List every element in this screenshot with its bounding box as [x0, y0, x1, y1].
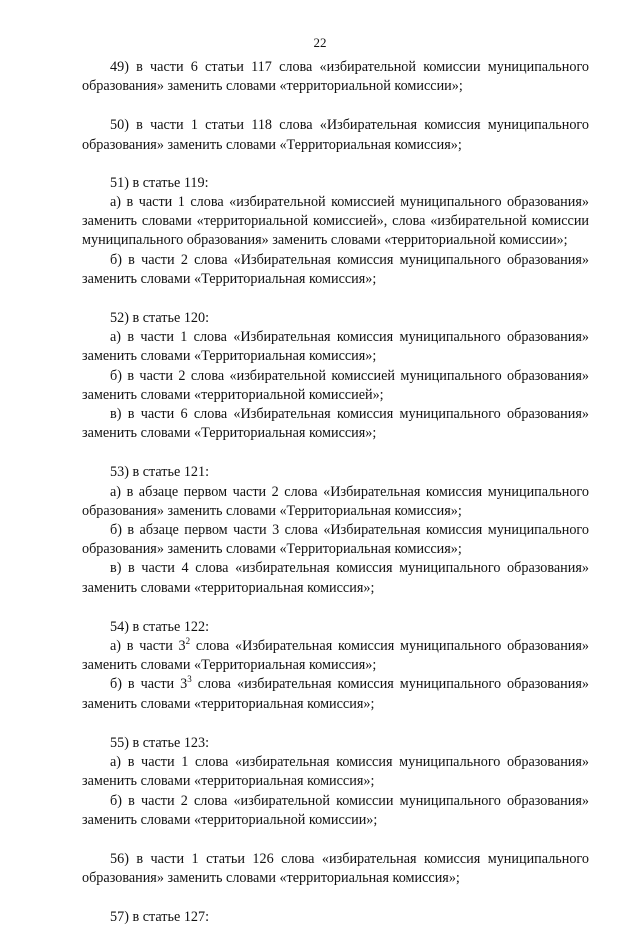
item-53-a: а) в абзаце первом части 2 слова «Избирательная комиссия муниципального образования» заменить словами «Территориальная комиссия»;: [82, 483, 589, 519]
item-55-heading: 55) в статье 123:: [110, 734, 210, 751]
item-53-v: в) в части 4 слова «избирательная комиссия муниципального образования» заменить словами «территориальная комиссия»;: [82, 560, 589, 596]
item-52-v: в) в части 6 слова «Избирательная комиссия муниципального образования» заменить словами «Территориальная комиссия»;: [82, 406, 589, 442]
item-52-a: а) в части 1 слова «Избирательная комиссия муниципального образования» заменить словами «Территориальная комиссия»;: [82, 329, 589, 365]
item-49: 49) в части 6 статьи 117 слова «избирательной комиссии муниципального образования» заменить словами «территориальной комиссии»;: [82, 59, 589, 95]
item-54-b-prefix: б) в части 3: [110, 676, 188, 693]
item-53-heading: 53) в статье 121:: [110, 464, 210, 481]
item-56: 56) в части 1 статьи 126 слова «избирательная комиссия муниципального образования» заменить словами «территориальная комиссия»;: [82, 850, 589, 887]
page-number: 22: [313, 35, 327, 50]
item-51-b: б) в части 2 слова «Избирательная комиссия муниципального образования» заменить словами «Территориальная комиссия»;: [82, 251, 589, 287]
item-53-b: б) в абзаце первом части 3 слова «Избирательная комиссия муниципального образования» заменить словами «Территориальная комиссия»;: [82, 522, 589, 558]
item-54-b-text: слова «избирательная комиссия муниципального образования» заменить словами «территориальная комиссия»;: [82, 676, 589, 712]
item-54-a-prefix: а) в части 3: [110, 638, 186, 655]
item-50: 50) в части 1 статьи 118 слова «Избирательная комиссия муниципального образования» заменить словами «Территориальная комиссия»;: [82, 117, 589, 153]
item-54-b-superscript: 3: [187, 674, 192, 685]
item-51-a: а) в части 1 слова «избирательной комиссией муниципального образования» заменить словами «территориальной комиссией», слова «избирательной комиссии муниципального образования» заменить словами «территориальной комиссии»;: [82, 194, 589, 249]
item-57-heading: 57) в статье 127:: [110, 909, 210, 926]
item-52-heading: 52) в статье 120:: [110, 310, 210, 327]
item-55-b: б) в части 2 слова «избирательной комиссии муниципального образования» заменить словами «территориальной комиссии»;: [82, 792, 589, 828]
item-54-heading: 54) в статье 122:: [110, 618, 210, 635]
item-51-heading: 51) в статье 119:: [110, 174, 209, 191]
item-54-a-superscript: 2: [185, 636, 191, 647]
document-body: [82, 58, 589, 928]
item-55-a: а) в части 1 слова «избирательная комиссия муниципального образования» заменить словами «территориальная комиссия»;: [82, 754, 589, 790]
item-52-b: б) в части 2 слова «избирательной комиссией муниципального образования» заменить словами «территориальной комиссией»;: [82, 367, 589, 403]
item-54-b: [82, 675, 589, 713]
item-54-a-text: слова «Избирательная комиссия муниципального образования» заменить словами «Территориальная комиссия»;: [82, 638, 589, 674]
item-54-a: [82, 637, 589, 675]
